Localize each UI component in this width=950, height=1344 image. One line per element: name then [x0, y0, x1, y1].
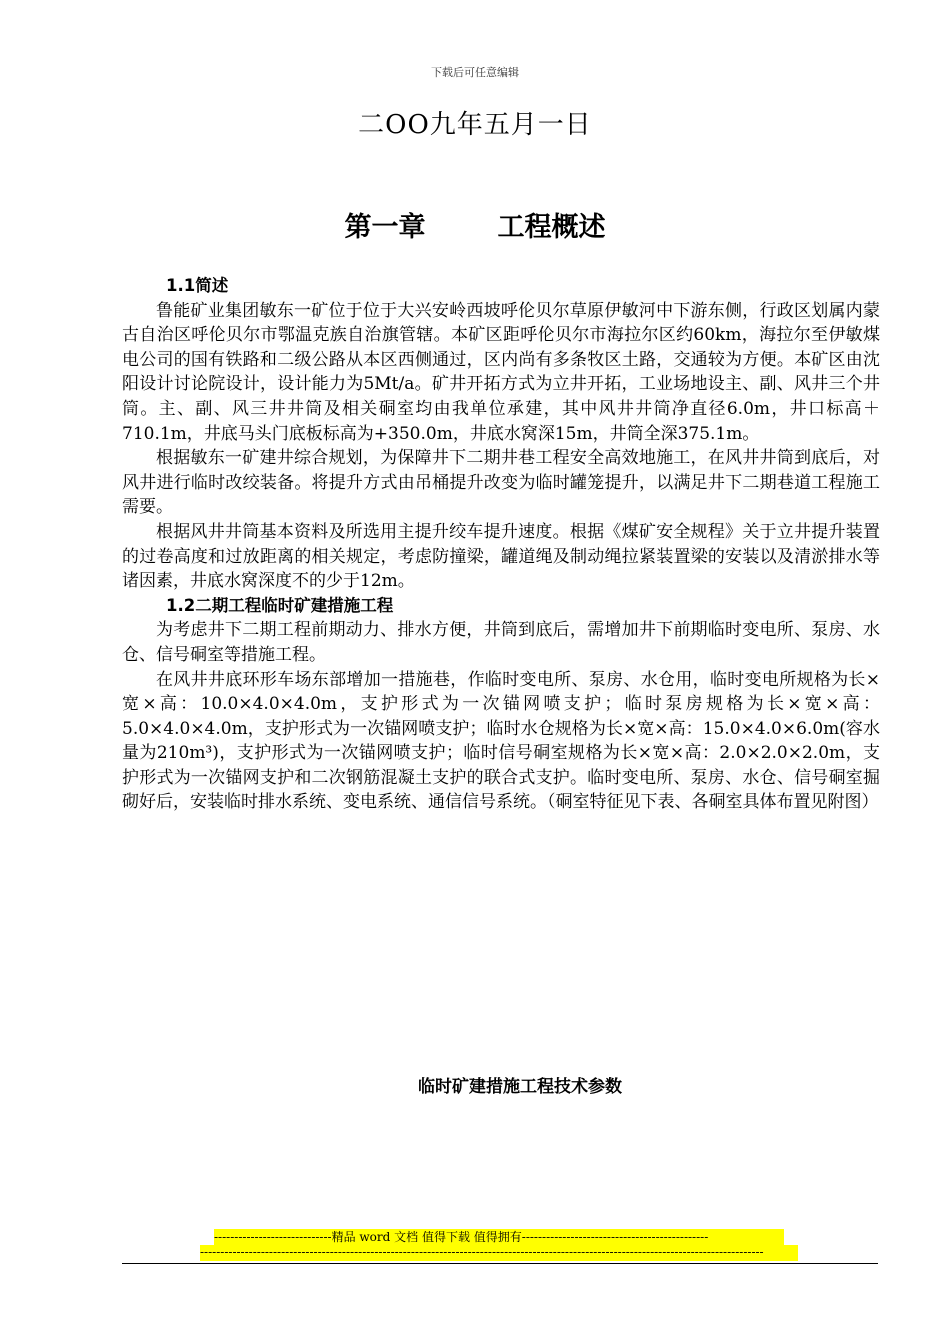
table-title: 临时矿建措施工程技术参数 [418, 1077, 622, 1097]
section-heading-temporary-works: 1.2二期工程临时矿建措施工程 [166, 595, 394, 615]
paragraph: 为考虑井下二期工程前期动力、排水方便，井筒到底后，需增加井下前期临时变电所、泵房、水仓、信号硐室等措施工程。 [122, 620, 880, 665]
header-note: 下载后可任意编辑 [431, 66, 519, 79]
paragraph: 鲁能矿业集团敏东一矿位于位于大兴安岭西坡呼伦贝尔草原伊敏河中下游东侧，行政区划属内蒙古自治区呼伦贝尔市鄂温克族自治旗管辖。本矿区距呼伦贝尔市海拉尔区约60km，海拉尔至伊敏煤电公司的国有铁路和二级公路从本区西侧通过，区内尚有多条牧区土路，交通较为方便。本矿区由沈阳设计讨论院设计，设计能力为5Mt/a。矿井开拓方式为立井开拓，工业场地设主、副、风井三个井筒。主、副、风三井井筒及相关硐室均由我单位承建，其中风井井筒净直径6.0m，井口标高＋710.1m，井底马头门底板标高为+350.0m，井底水窝深15m，井筒全深375.1m。 [122, 300, 880, 444]
chapter-title: 工程概述 [497, 212, 606, 243]
document-date: 二OO九年五月一日 [358, 110, 592, 140]
paragraph: 在风井井底环形车场东部增加一措施巷，作临时变电所、泵房、水仓用，临时变电所规格为长×宽×高：10.0×4.0×4.0m，支护形式为一次锚网喷支护；临时泵房规格为长×宽×高：5.0×4.0×4.0m，支护形式为一次锚网喷支护；临时水仓规格为长×宽×高：15.0×4.0×6.0m(容水量为210m³)，支护形式为一次锚网喷支护；临时信号硐室规格为长×宽×高：2.0×2.0×2.0m，支护形式为一次锚网支护和二次钢筋混凝土支护的联合式支护。临时变电所、泵房、水仓、信号硐室掘砌好后，安装临时排水系统、变电系统、通信信号系统。（硐室特征见下表、各硐室具体布置见附图） [122, 669, 880, 813]
document-body [122, 274, 880, 815]
paragraph: 根据风井井筒基本资料及所选用主提升绞车提升速度。根据《煤矿安全规程》关于立井提升装置的过卷高度和过放距离的相关规定，考虑防撞梁，罐道绳及制动绳拉紧装置梁的安装以及清淤排水等诸因素，井底水窝深度不的少于12m。 [122, 521, 880, 592]
section-heading-overview: 1.1简述 [166, 276, 229, 295]
paragraph: 根据敏东一矿建井综合规划，为保障井下二期井巷工程安全高效地施工，在风井井筒到底后，对风井进行临时改绞装备。将提升方式由吊桶提升改变为临时罐笼提升，以满足井下二期巷道工程施工需要。 [122, 448, 880, 518]
footer-banner-line: -----------------------------精品 word 文档 值得下载 值得拥有---------------------------------------------- [214, 1229, 784, 1245]
chapter-number: 第一章 [344, 212, 426, 243]
chapter-heading [0, 205, 950, 244]
footer-rule [122, 1263, 878, 1264]
footer-dash-line: ------------------------------------------------------------------------------------------------------------------------------------------- [200, 1245, 798, 1261]
